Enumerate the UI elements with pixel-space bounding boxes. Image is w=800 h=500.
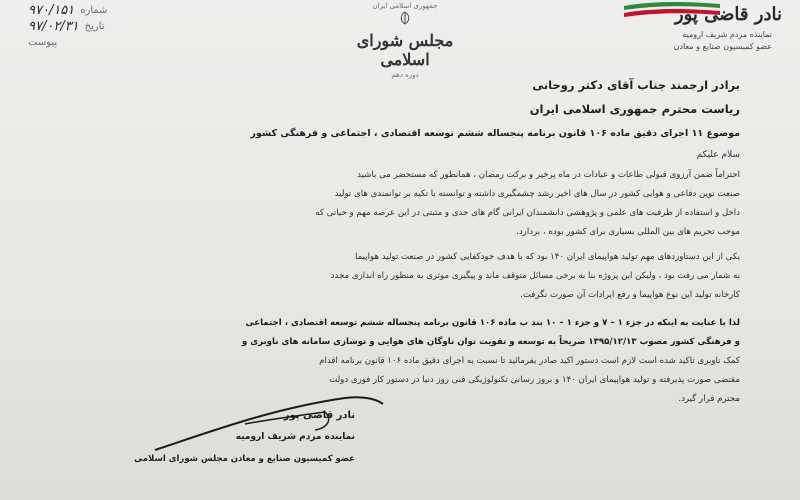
letterhead [0, 0, 800, 79]
paragraph-3-line: مقتضی صورت پذیرفته و تولید هواپیمای ایران ۱۴۰ و بروز رسانی تکنولوژیکی فنی روز دنیا در دستور کار فوری دولت [329, 375, 740, 385]
mp-logo [592, 0, 782, 62]
handwritten-signature-icon [95, 390, 395, 460]
parliament-logo-top-text: جمهوری اسلامی ایران [372, 2, 438, 10]
paragraph-1-line: صنعت نوین دفاعی و هوایی کشور در سال های اخیر رشد چشمگیری داشته و توانسته با تکیه بر توانمندی های تولید [334, 189, 740, 199]
paragraph-2-line: یکی از این دستاوردهای مهم تولید هواپیمای ایران ۱۴۰ بود که با هدف خودکفایی کشور در صنعت تولید هواپیما [355, 252, 740, 262]
signatory-role: نماینده مردم شریف ارومیه [235, 432, 355, 442]
reference-date-row [28, 18, 218, 34]
paragraph-2-line: به شمار می رفت بود ، ولیکن این پروژه بنا به برخی مسائل متوقف ماند و پیگیری موثری به منظور راه اندازی مجدد [330, 271, 740, 281]
paragraph-1-line: احتراماً ضمن آرزوی قبولی طاعات و عبادات در ماه پرخیر و برکت رمضان ، همانطور که مستحضر می باشید [357, 170, 740, 180]
paragraph-1-line: موجب تحریم های بین المللی بسیاری برای کشور بوده ، بردارد. [516, 227, 740, 237]
letter-subject: موضوع ۱۱ اجرای دقیق ماده ۱۰۶ قانون برنامه پنجساله ششم توسعه اقتصادی ، اجتماعی و فرهنگی کشور [250, 128, 740, 139]
paragraph-3-line: و فرهنگی کشور مصوب ۱۳۹۵/۱۲/۱۳ صریحاً به توسعه و تقویت توان ناوگان های هوایی و نوسازی سامانه های ناوبری و [241, 337, 740, 347]
reference-attachment-row [28, 34, 218, 50]
paragraph-1 [60, 166, 740, 242]
paragraph-3-line: محترم قرار گیرد. [678, 394, 740, 404]
reference-date-value: ۹۷/۰۲/۳۱ [28, 18, 79, 34]
mp-logo-line2: عضو کمیسیون صنایع و معادن [673, 42, 772, 51]
paragraph-1-line: داخل و استفاده از ظرفیت های علمی و پژوهشی دانشمندان ایرانی گام های جدی و مثبتی در این عرصه مهم و حیاتی که [315, 208, 740, 218]
reference-number-row [28, 2, 218, 18]
reference-number-label: شماره [80, 4, 108, 16]
mp-logo-line1: نماینده مردم شریف ارومیه [682, 30, 772, 39]
emblem-icon [394, 11, 416, 25]
reference-date-label: تاریخ [84, 20, 105, 32]
signatory-organization: عضو کمیسیون صنایع و معادن مجلس شورای اسلامی [134, 454, 355, 464]
reference-number-value: ۹۷۰/۱۵۱ [28, 2, 75, 18]
greeting: سلام علیکم [696, 150, 740, 160]
paragraph-3-line: کمک ناوبری تاکید شده است لازم است دستور اکید صادر بفرمائید تا نسبت به اجرای دقیق ماده ۱۰۶ قانون برنامه اقدام [319, 356, 740, 366]
paragraph-2-line: کارخانه تولید این نوع هواپیما و رفع ایرادات آن صورت نگرفت. [520, 290, 740, 300]
parliament-logo-title: مجلس شورای اسلامی [356, 31, 454, 69]
paragraph-3-line: لذا با عنایت به اینکه در جزء ۱ – ۷ و جزء ۱ – ۱۰ بند ب ماده ۱۰۶ قانون برنامه پنجساله ششم توسعه اقتصادی ، اجتماعی [245, 318, 740, 328]
addressee: برادر ارجمند جناب آقای دکتر روحانی [532, 78, 740, 92]
reference-block [28, 2, 218, 50]
signatory-name: نادر قاضی پور [283, 410, 355, 421]
paragraph-2 [60, 248, 740, 305]
parliament-logo-bottom-text: دوره دهم [391, 71, 419, 79]
parliament-logo [330, 0, 480, 79]
addressee-title: ریاست محترم جمهوری اسلامی ایران [529, 102, 740, 116]
reference-attachment-label: پیوست [28, 36, 58, 48]
mp-logo-name: نادر قاضی پور [674, 4, 782, 25]
